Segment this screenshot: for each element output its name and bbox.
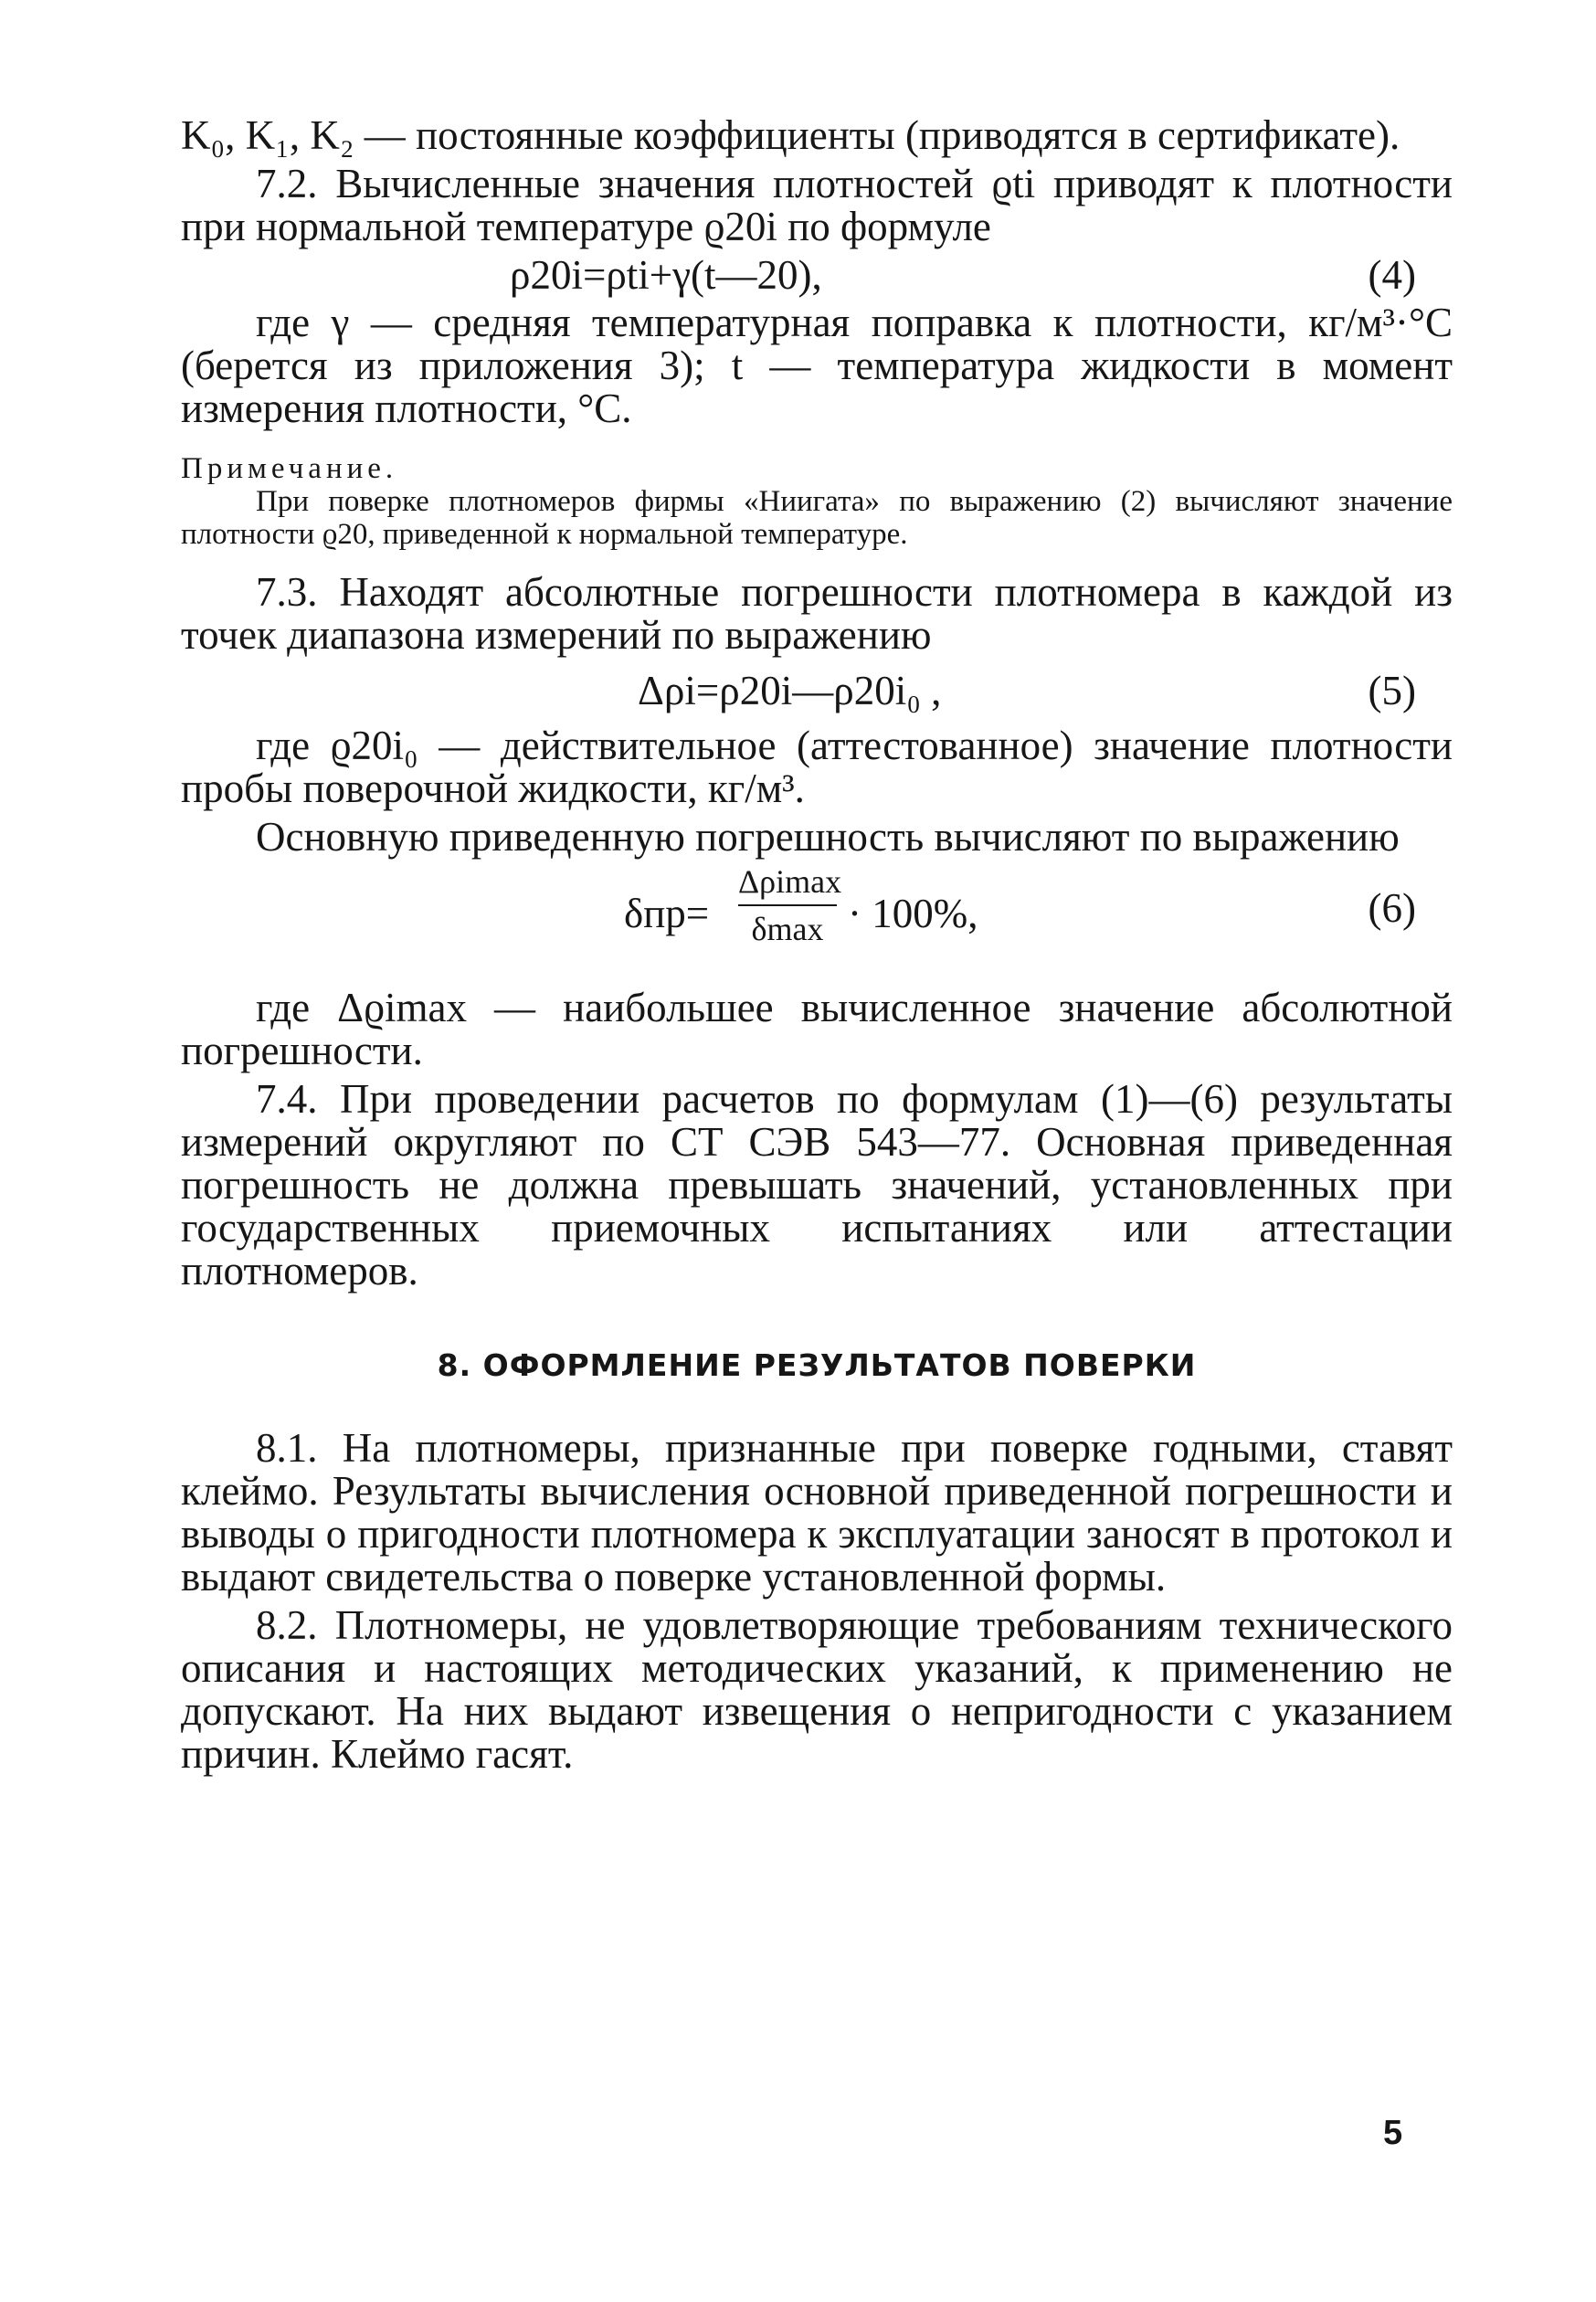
paragraph-8-1: 8.1. На плотномеры, признанные при поверке годными, ставят клеймо. Результаты вычисления основной приведенной погрешности и выводы о пригодности плотномера к эксплуатации заносят в протокол и выдают свидетельства о поверке установленной формы. [181, 1425, 1453, 1600]
paragraph-8-2: 8.2. Плотномеры, не удовлетворяющие требованиям технического описания и настоящих методических указаний, к применению не допускают. На них выдают извещения о непригодности с указанием причин. Клеймо гасят. [181, 1602, 1453, 1777]
note-text: При поверке плотномеров фирмы «Ниигата» по выражению (2) вычисляют значение плотности ϱ20, приведенной к нормальной температуре. [181, 485, 1453, 551]
paragraph-7-3: 7.3. Находят абсолютные погрешности плотномера в каждой из точек диапазона измерений по выражению [181, 569, 1453, 658]
max-error-definition: где Δϱimax — наибольшее вычисленное значение абсолютной погрешности. [181, 985, 1453, 1073]
paragraph-7-2: 7.2. Вычисленные значения плотностей ϱti приводят к плотности при нормальной температуре ϱ20i по формуле [181, 161, 1453, 249]
formula-6-denominator: δmax [751, 911, 824, 947]
formula-6-number: (6) [1368, 885, 1416, 931]
main-error-intro: Основную приведенную погрешность вычисляют по выражению [256, 814, 1400, 860]
paragraph-7-4: 7.4. При проведении расчетов по формулам (1)—(6) результаты измерений округляют по СТ СЭВ 543—77. Основная приведенная погрешность не должна превышать значений, установленных при государственных приемочных испытаниях или аттестации плотномеров. [181, 1076, 1453, 1294]
formula-5 [181, 664, 1453, 717]
formula-6 [181, 859, 1453, 977]
formula-4 [181, 248, 1453, 301]
formula-5-expression: Δρi=ρ20i—ρ20i₀ , [638, 668, 942, 713]
formula-6-fraction [738, 859, 842, 952]
page-content [181, 114, 1453, 1776]
formula-4-number: (4) [1368, 252, 1416, 298]
formula-4-expression: ρ20i=ρti+γ(t—20), [510, 252, 822, 298]
formula-5-number: (5) [1368, 668, 1416, 713]
rho20-definition: где ϱ20i₀ — действительное (аттестованное) значение плотности пробы поверочной жидкости, кг/м³. [181, 723, 1453, 811]
note-title: Примечание. [181, 452, 398, 485]
formula-6-rhs: · 100%, [848, 891, 978, 936]
formula-6-lhs: δпр= [624, 891, 710, 936]
section-8-heading: 8. ОФОРМЛЕНИЕ РЕЗУЛЬТАТОВ ПОВЕРКИ [437, 1347, 1197, 1383]
formula-6-numerator: Δρimax [738, 863, 842, 900]
page-number: 5 [1383, 2114, 1403, 2152]
coefficients-definition: K₀, K₁, K₂ — постоянные коэффициенты (приводятся в сертификате). [181, 112, 1400, 158]
gamma-definition: где γ — средняя температурная поправка к плотности, кг/м³·°С (берется из приложения 3); t — температура жидкости в момент измерения плотности, °С. [181, 300, 1453, 431]
